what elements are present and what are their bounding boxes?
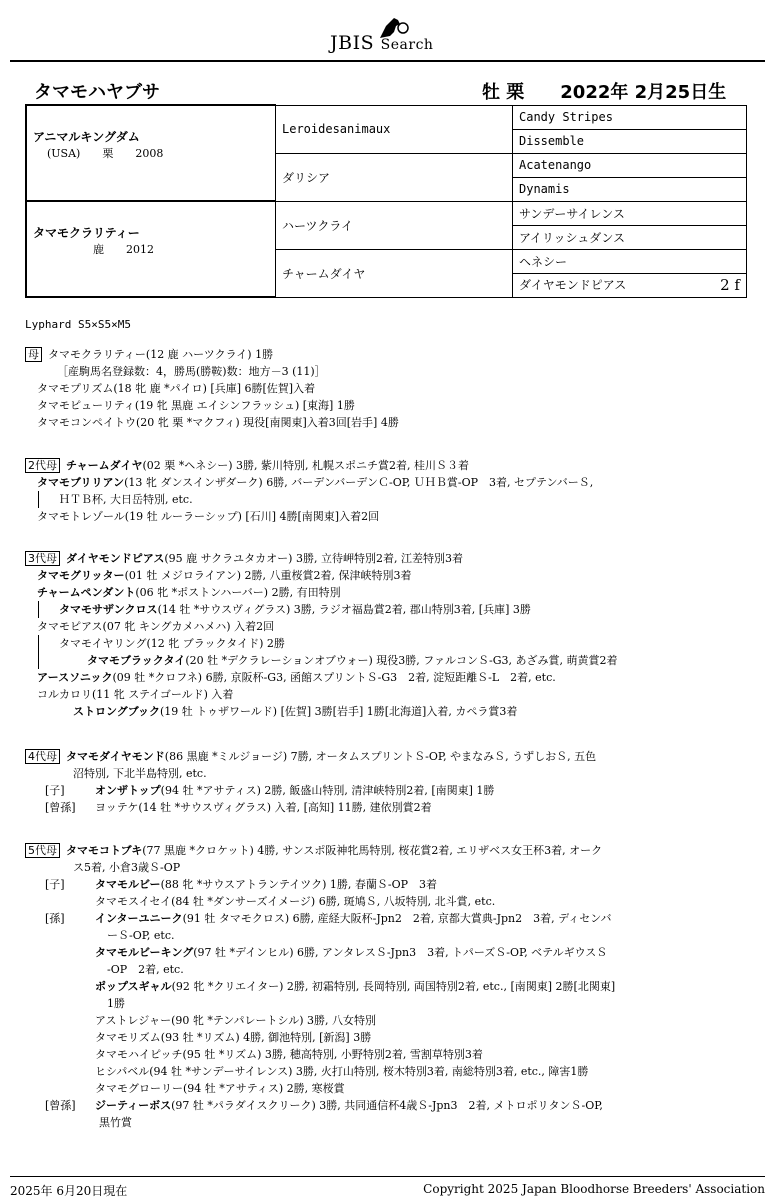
pedigree-g3-1[interactable]: Candy Stripes [513,105,747,129]
section-tag: 2代母 [25,458,60,473]
progeny-name[interactable]: アースソニック [37,671,113,684]
progeny-detail: (14 牡 *サウスヴィグラス) 3勝, ラジオ福島賞2着, 郡山特別3着, [兵庫] 3勝 [157,603,531,616]
progeny-line: ヨッテケ(14 牡 *サウスヴィグラス) 入着, [高知] 11勝, 建依別賞2着 [95,801,432,814]
dam-line: タマモクラリティー(12 鹿 ハーツクライ) 1勝 [48,348,274,361]
progeny-detail-cont: 黒竹賞 [99,1116,132,1129]
progeny-detail-cont: 1勝 [107,997,125,1010]
footer-date: 2025年 6月20日現在 [10,1184,128,1198]
progeny-line: アストレジャー(90 牝 *テンパレートシル) 3勝, 八女特別 [95,1014,377,1027]
progeny-name[interactable]: チャームペンダント [37,586,136,599]
progeny-detail: (91 牡 タマモクロス) 6勝, 産経大阪杯-Jpn2 2着, 京都大賞典-Jpn2 3着, ディセンバ [182,912,612,925]
progeny-line: タマモピアス(07 牝 キングカメハメハ) 入着2回 [37,620,275,633]
pedigree-g3-8-name[interactable]: ダイヤモンドピアス [519,278,627,292]
pedigree-g3-4[interactable]: Dynamis [513,177,747,201]
pedigree-g3-3[interactable]: Acatenango [513,153,747,177]
progeny-summary: ［産駒馬名登録数：4，勝馬(勝鞍)数：地方－3 (11)］ [57,365,326,378]
fifth-dam-name[interactable]: タマモコトブキ [66,844,143,857]
pedigree-sire [26,105,276,201]
progeny-detail-cont: -OP 2着, etc. [107,963,184,976]
pedigree-sd[interactable]: ダリシア [276,153,513,201]
progeny-name[interactable]: タマモブリリアン [37,476,125,489]
progeny-detail: (97 牡 *パラダイスクリーク) 3勝, 共同通信杯4歳Ｓ-Jpn3 2着, メトロポリタンＳ-OP, [171,1099,603,1112]
progeny-detail-cont: ーＳ-OP, etc. [107,929,175,942]
inbreeding-cross: Lyphard S5×S5×M5 [25,318,131,331]
progeny-detail: (97 牡 *デインヒル) 6勝, アンタレスＳ-Jpn3 3着, トパーズＳ-OP, ベテルギウスＳ [193,946,608,959]
logo-brand: JBIS [330,32,375,54]
pedigree-ds[interactable]: ハーツクライ [276,201,513,249]
progeny-name[interactable]: ポップスギャル [95,980,172,993]
fourth-dam-detail: (86 黒鹿 *ミルジョージ) 7勝, オータムスプリントＳ-OP, やまなみＳ, うずしおＳ, 五色 [164,750,597,763]
footer-copyright: Copyright 2025 Japan Bloodhorse Breeders' Association [423,1182,765,1196]
progeny-detail: (92 牝 *クリエイター) 2勝, 初霜特別, 長岡特別, 両国特別2着, etc., [南関東] 2勝[北関東] [171,980,616,993]
pedigree-ss[interactable]: Leroidesanimaux [276,105,513,153]
section-5th-dam [25,842,755,1131]
relation-label: [子] [45,784,65,797]
fourth-dam-name[interactable]: タマモダイヤモンド [66,750,165,763]
relation-label: [曾孫] [45,1099,76,1112]
footer-divider [10,1176,765,1177]
pedigree-table [25,104,747,298]
progeny-line: コルカロリ(11 牝 ステイゴールド) 入着 [37,688,234,701]
dam-name[interactable]: タマモクラリティー [33,225,140,240]
progeny-name[interactable]: タマモブラックタイ [87,654,186,667]
family-number: 2 f [720,276,740,294]
header-divider [10,60,765,62]
sire-detail: (USA) 栗 2008 [47,146,164,160]
progeny-name[interactable]: オンザトップ [95,784,161,797]
progeny-name[interactable]: ストロングブック [73,705,161,718]
section-dam [25,346,755,431]
second-dam-detail: (02 栗 *ヘネシー) 3勝, 紫川特別, 札幌スポニチ賞2着, 桂川Ｓ３着 [142,459,469,472]
third-dam-name[interactable]: ダイヤモンドピアス [66,552,165,565]
pedigree-g3-8 [513,273,747,297]
progeny-detail: (13 牝 ダンスインザダーク) 6勝, バーデンバーデンＣ-OP, ＵＨＢ賞-OP 3着, セプテンバーＳ, [124,476,594,489]
pedigree-g3-2[interactable]: Dissemble [513,129,747,153]
progeny-line: タマモトレゾール(19 牡 ルーラーシップ) [石川] 4勝[南関東]入着2回 [37,510,380,523]
progeny-line: タマモハイピッチ(95 牡 *リズム) 3勝, 穂高特別, 小野特別2着, 雪割草特別3着 [95,1048,483,1061]
sire-name[interactable]: アニマルキングダム [33,129,140,144]
section-tag: 母 [25,347,42,362]
fourth-dam-detail-cont: 沼特別, 下北半島特別, etc. [73,767,207,780]
site-logo[interactable] [0,8,775,56]
fifth-dam-detail: (77 黒鹿 *クロケット) 4勝, サンスポ阪神牝馬特別, 桜花賞2着, エリザベス女王杯3着, オーク [142,844,603,857]
section-2nd-dam [25,457,755,525]
progeny-name[interactable]: タマモグリッター [37,569,125,582]
progeny-line: タマモプリズム(18 牝 鹿 *パイロ) [兵庫] 6勝[佐賀]入着 [37,382,316,395]
progeny-detail: (19 牡 トゥザワールド) [佐賀] 3勝[岩手] 1勝[北海道]入着, カペラ賞3着 [160,705,518,718]
progeny-line: タマモリズム(93 牡 *リズム) 4勝, 御池特別, [新潟] 3勝 [95,1031,372,1044]
relation-label: [曾孫] [45,801,76,814]
section-tag: 4代母 [25,749,60,764]
progeny-name[interactable]: タマモサザンクロス [59,603,158,616]
third-dam-detail: (95 鹿 サクラユタカオー) 3勝, 立待岬特別2着, 江差特別3着 [164,552,463,565]
pedigree-dam [26,201,276,297]
section-4th-dam [25,748,755,816]
progeny-name[interactable]: ジーティーボス [95,1099,172,1112]
progeny-detail: (94 牡 *アサティス) 2勝, 飯盛山特別, 清津峡特別2着, [南関東] 1勝 [160,784,495,797]
progeny-line: ヒシパベル(94 牡 *サンデーサイレンス) 3勝, 火打山特別, 桜木特別3着, 南総特別3着, etc., 障害1勝 [95,1065,589,1078]
progeny-detail: (06 牝 *ポストンハーバー) 2勝, 有田特別 [135,586,341,599]
section-3rd-dam [25,550,755,720]
progeny-name[interactable]: インターユニーク [95,912,183,925]
progeny-name[interactable]: タマモルビーキング [95,946,194,959]
section-tag: 5代母 [25,843,60,858]
progeny-line: タマモグローリー(94 牡 *アサティス) 2勝, 寒桜賞 [95,1082,345,1095]
pedigree-g3-6[interactable]: アイリッシュダンス [513,225,747,249]
section-tag: 3代母 [25,551,60,566]
relation-label: [孫] [45,912,65,925]
horse-info: 牡 栗 2022年 2月25日生 [482,82,727,103]
progeny-line: タマモスイセイ(84 牡 *ダンサーズイメージ) 6勝, 斑鳩Ｓ, 八坂特別, 北斗賞, etc. [95,895,496,908]
relation-label: [子] [45,878,65,891]
progeny-detail: (09 牡 *クロフネ) 6勝, 京阪杯-G3, 函館スプリントＳ-G3 2着, 淀短距離Ｓ-L 2着, etc. [112,671,556,684]
logo-suffix: Search [380,37,434,53]
fifth-dam-detail-cont: ス5着, 小倉3歳Ｓ-OP [73,861,181,874]
horse-name: タマモハヤブサ [34,82,160,103]
progeny-detail: (20 牡 *デクラレーションオブウォー) 現役3勝, ファルコンＳ-G3, あざみ賞, 萌黄賞2着 [185,654,618,667]
progeny-detail: (88 牝 *サウスアトランテイツク) 1勝, 春蘭Ｓ-OP 3着 [160,878,438,891]
progeny-line: タマモコンペイトウ(20 牝 栗 *マクフィ) 現役[南関東]入着3回[岩手] 4勝 [37,416,399,429]
progeny-detail: (01 牡 メジロライアン) 2勝, 八重桜賞2着, 保津峡特別3着 [124,569,412,582]
pedigree-dd[interactable]: チャームダイヤ [276,249,513,297]
pedigree-g3-5[interactable]: サンデーサイレンス [513,201,747,225]
second-dam-name[interactable]: チャームダイヤ [66,459,143,472]
progeny-name[interactable]: タマモルビー [95,878,161,891]
dam-detail: 鹿 2012 [93,242,154,256]
progeny-line: タマモイヤリング(12 牝 ブラックタイド) 2勝 [38,635,755,652]
pedigree-g3-7[interactable]: ヘネシー [513,249,747,273]
progeny-detail-cont: ＨＴＢ杯, 大日岳特別, etc. [38,491,755,508]
progeny-line: タマモピューリティ(19 牝 黒鹿 エイシンフラッシュ) [東海] 1勝 [37,399,355,412]
